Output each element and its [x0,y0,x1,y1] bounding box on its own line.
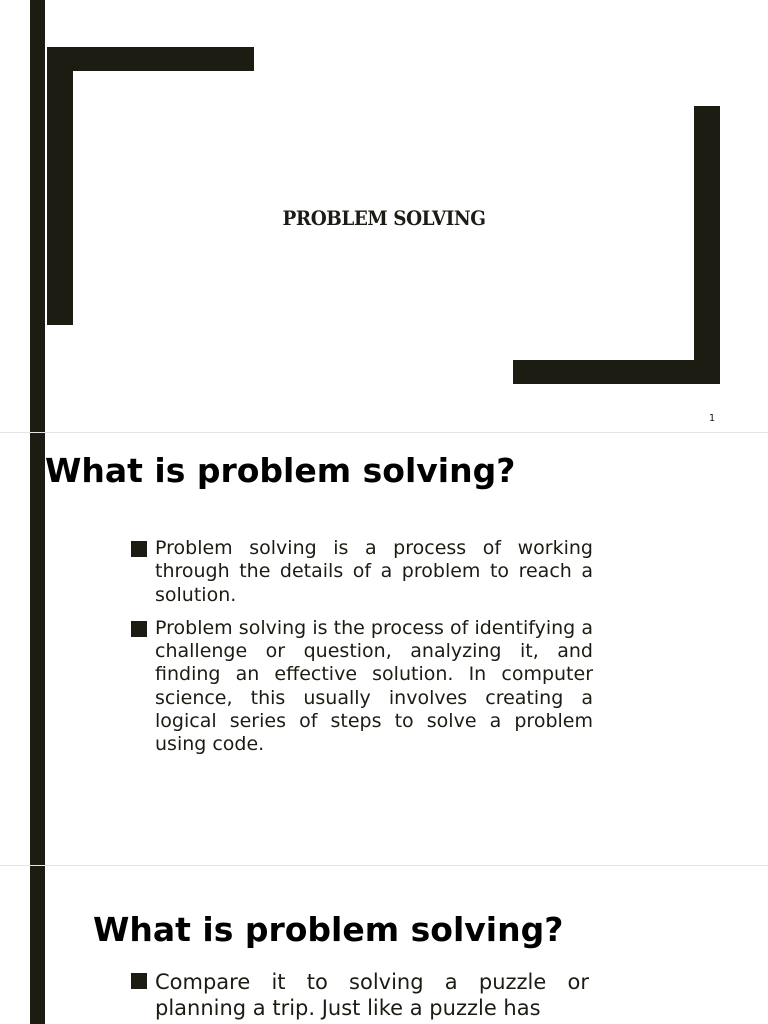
bullet-item [131,969,589,1021]
bullet-text: Problem solving is the process of identifying a challenge or question, analyzing it, and finding an effective solution. In computer science, this usually involves creating a logical series of steps to solve a problem using code. [155,616,593,756]
left-accent-bar [30,433,45,865]
bottom-right-bracket-horizontal [513,360,720,384]
bullet-item [131,537,593,607]
slide-2 [0,433,768,865]
cover-title: PROBLEM SOLVING [282,206,486,230]
bullet-list [131,969,589,1024]
slide-3 [0,866,768,1024]
slide-number: 1 [708,413,716,424]
square-bullet-icon [131,541,147,557]
top-left-bracket-horizontal [47,47,254,71]
left-accent-bar [30,866,45,1024]
square-bullet-icon [131,973,147,989]
slide-1 [0,0,768,432]
top-left-bracket-vertical [47,47,73,325]
bullet-list [131,537,593,767]
square-bullet-icon [131,621,147,637]
slide-heading: What is problem solving? [45,451,516,490]
bullet-item [131,617,593,757]
bottom-right-bracket-vertical [694,106,720,384]
bullet-text: Problem solving is a process of working through the details of a problem to reach a solution. [155,537,593,606]
slide-heading: What is problem solving? [93,910,564,949]
bullet-text: Compare it to solving a puzzle or planning a trip. Just like a puzzle has [155,970,589,1020]
